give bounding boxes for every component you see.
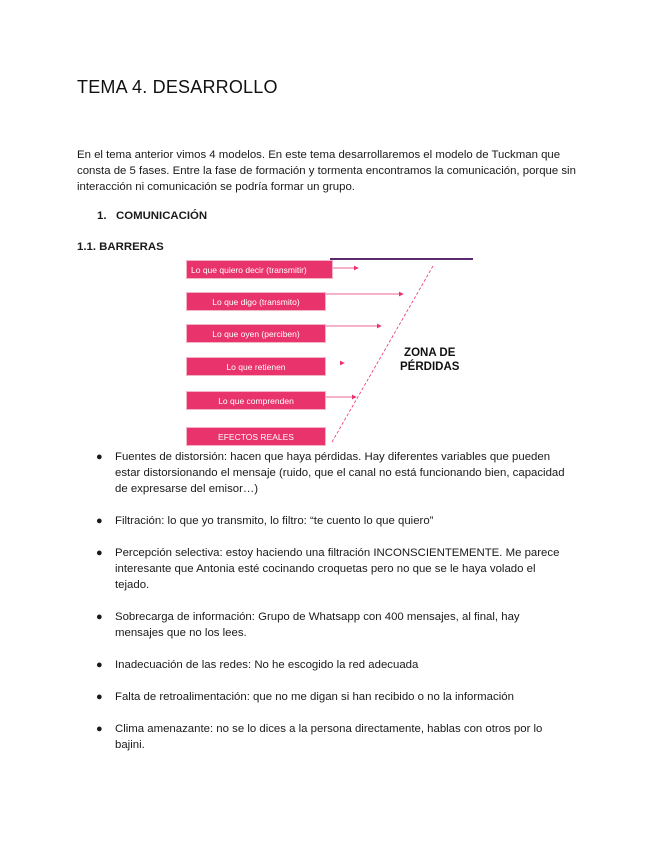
zone-label: [400, 346, 459, 374]
list-item-text: Sobrecarga de información: Grupo de Whatsapp con 400 mensajes, al final, hay mensajes que no los lees.: [115, 611, 520, 639]
list-item: [77, 545, 567, 593]
section-number: 1.: [97, 210, 107, 222]
diagram-box: EFECTOS REALES: [187, 428, 325, 445]
subsection-heading-barreras: 1.1. BARRERAS: [77, 241, 164, 253]
list-item: [77, 513, 567, 529]
section-label: COMUNICACIÓN: [116, 210, 208, 222]
list-item: [77, 609, 567, 641]
list-item-text: Filtración: lo que yo transmito, lo filtro: “te cuento lo que quiero”: [115, 515, 434, 527]
intro-paragraph: En el tema anterior vimos 4 modelos. En este tema desarrollaremos el modelo de Tuckman que consta de 5 fases. Entre la fase de formación y tormenta encontramos la comunicación, porque sin interacción ni comunicación se podría formar un grupo.: [77, 149, 576, 193]
list-item: [77, 689, 567, 705]
diagram-box: Lo que retienen: [187, 358, 325, 375]
bullet-icon: ●: [96, 611, 103, 623]
diagram-box: Lo que quiero decir (transmitir): [187, 261, 332, 278]
list-item-text: Inadecuación de las redes: No he escogido la red adecuada: [115, 659, 419, 671]
diagram-box: Lo que digo (transmito): [187, 293, 325, 310]
bullet-icon: ●: [96, 723, 103, 735]
list-item-text: Fuentes de distorsión: hacen que haya pérdidas. Hay diferentes variables que pueden estar distorsionando el mensaje (ruido, que el canal no está funcionando bien, capacidad de expresarse del emisor…): [115, 451, 565, 495]
barriers-diagram: [180, 255, 480, 450]
diagram-box: Lo que comprenden: [187, 392, 325, 409]
list-item-text: Percepción selectiva: estoy haciendo una filtración INCONSCIENTEMENTE. Me parece interesante que Antonia esté cocinando croquetas pero no que se le haya volado el tejado.: [115, 547, 560, 591]
list-item-text: Clima amenazante: no se lo dices a la persona directamente, hablas con otros por lo bajini.: [115, 723, 543, 751]
barriers-list: [77, 449, 567, 769]
section-heading-comunicacion: [97, 210, 207, 222]
zone-label-line1: ZONA DE: [404, 347, 456, 359]
bullet-icon: ●: [96, 659, 103, 671]
list-item: [77, 721, 567, 753]
bullet-icon: ●: [96, 691, 103, 703]
bullet-icon: ●: [96, 451, 103, 463]
bullet-icon: ●: [96, 547, 103, 559]
list-item: [77, 449, 567, 497]
zone-label-line2: PÉRDIDAS: [400, 361, 460, 373]
diagram-box: Lo que oyen (perciben): [187, 325, 325, 342]
page-title: TEMA 4. DESARROLLO: [77, 77, 278, 97]
list-item-text: Falta de retroalimentación: que no me digan si han recibido o no la información: [115, 691, 514, 703]
list-item: [77, 657, 567, 673]
bullet-icon: ●: [96, 515, 103, 527]
